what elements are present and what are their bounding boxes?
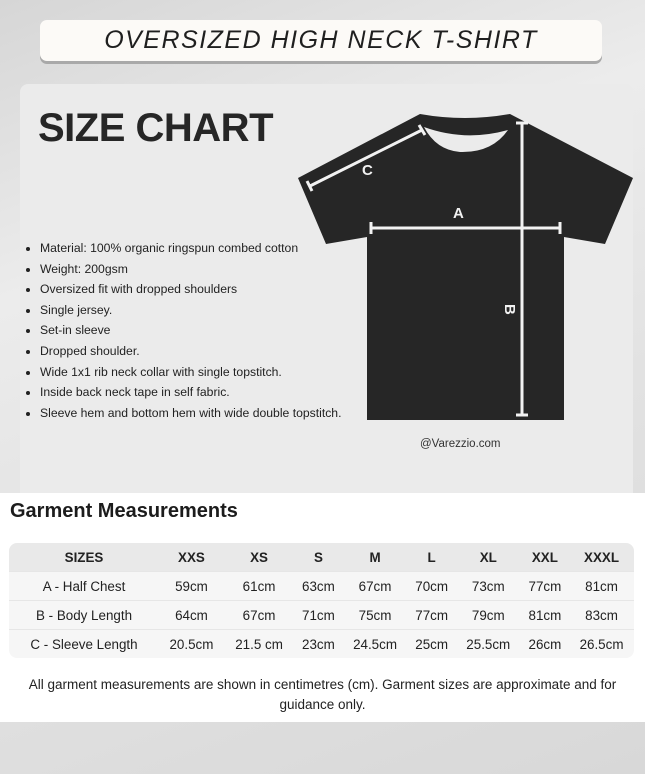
- header-cell: XL: [456, 543, 521, 572]
- measurement-cell: 77cm: [521, 572, 569, 601]
- measurement-cell: 24.5cm: [343, 630, 408, 659]
- measurement-cell: 23cm: [294, 630, 342, 659]
- measurement-cell: 81cm: [569, 572, 634, 601]
- measurement-cell: 61cm: [224, 572, 294, 601]
- header-cell: SIZES: [9, 543, 159, 572]
- brand-handle: @Varezzio.com: [420, 438, 501, 450]
- header-cell: M: [343, 543, 408, 572]
- table-header-row: [9, 543, 634, 572]
- feature-item: • Weight: 200gsm: [40, 259, 341, 280]
- measurement-cell: 25.5cm: [456, 630, 521, 659]
- row-label: B - Body Length: [9, 601, 159, 630]
- product-title: OVERSIZED HIGH NECK T-SHIRT: [104, 26, 538, 54]
- measurement-cell: 59cm: [159, 572, 224, 601]
- row-label: A - Half Chest: [9, 572, 159, 601]
- measurement-cell: 79cm: [456, 601, 521, 630]
- measurement-cell: 71cm: [294, 601, 342, 630]
- header-cell: S: [294, 543, 342, 572]
- measurement-cell: 83cm: [569, 601, 634, 630]
- measurement-cell: 81cm: [521, 601, 569, 630]
- feature-item: • Material: 100% organic ringspun combed cotton: [40, 238, 341, 259]
- measurement-cell: 77cm: [407, 601, 455, 630]
- header-cell: L: [407, 543, 455, 572]
- measurement-cell: 25cm: [407, 630, 455, 659]
- header-cell: XXS: [159, 543, 224, 572]
- measurement-cell: 26cm: [521, 630, 569, 659]
- label-a: A: [453, 205, 464, 222]
- measurements-title: Garment Measurements: [10, 500, 238, 522]
- table-row: [9, 601, 634, 630]
- measurement-cell: 73cm: [456, 572, 521, 601]
- measurement-cell: 75cm: [343, 601, 408, 630]
- measurement-cell: 67cm: [224, 601, 294, 630]
- measurement-cell: 21.5 cm: [224, 630, 294, 659]
- tshirt-diagram: [290, 100, 645, 430]
- feature-item: • Oversized fit with dropped shoulders: [40, 279, 341, 300]
- measurement-cell: 70cm: [407, 572, 455, 601]
- feature-item: • Single jersey.: [40, 300, 341, 321]
- measurement-cell: 63cm: [294, 572, 342, 601]
- size-chart-heading: SIZE CHART: [38, 106, 273, 150]
- measurement-cell: 64cm: [159, 601, 224, 630]
- feature-item: • Sleeve hem and bottom hem with wide double topstitch.: [40, 403, 341, 424]
- feature-item: • Set-in sleeve: [40, 320, 341, 341]
- label-b: B: [501, 304, 518, 315]
- title-banner: [40, 20, 602, 61]
- header-cell: XXL: [521, 543, 569, 572]
- feature-item: • Wide 1x1 rib neck collar with single topstitch.: [40, 362, 341, 383]
- measurement-cell: 67cm: [343, 572, 408, 601]
- table-row: [9, 572, 634, 601]
- tshirt-shape: [298, 114, 633, 420]
- label-c: C: [362, 162, 373, 179]
- footnote: All garment measurements are shown in centimetres (cm). Garment sizes are approximate and for guidance only.: [28, 677, 617, 712]
- measurement-cell: 26.5cm: [569, 630, 634, 659]
- row-label: C - Sleeve Length: [9, 630, 159, 659]
- feature-item: • Dropped shoulder.: [40, 341, 341, 362]
- header-cell: XS: [224, 543, 294, 572]
- feature-item: • Inside back neck tape in self fabric.: [40, 382, 341, 403]
- measurement-cell: 20.5cm: [159, 630, 224, 659]
- header-cell: XXXL: [569, 543, 634, 572]
- table-row: [9, 630, 634, 659]
- measurements-table: [9, 543, 634, 658]
